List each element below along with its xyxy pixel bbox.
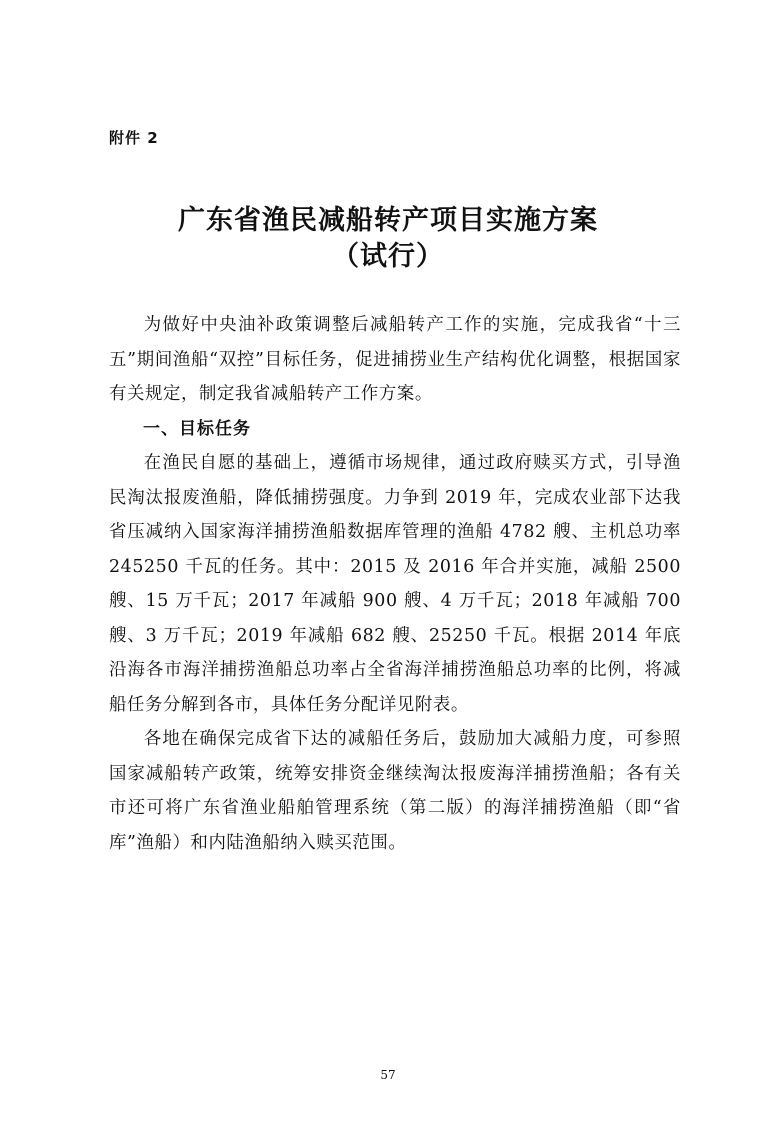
attachment-label: 附件 2 — [109, 129, 159, 147]
document-subtitle: （试行） — [332, 241, 444, 272]
scope-paragraph: 各地在确保完成省下达的减船任务后，鼓励加大减船力度，可参照国家减船转产政策，统筹安排资金继续淘汰报废海洋捕捞渔船；各有关市还可将广东省渔业船舶管理系统（第二版）的海洋捕捞渔船（即“省库”渔船）和内陆渔船纳入赎买范围。 — [109, 729, 681, 853]
target-paragraph: 在渔民自愿的基础上，遵循市场规律，通过政府赎买方式，引导渔民淘汰报废渔船，降低捕捞强度。力争到 2019 年，完成农业部下达我省压减纳入国家海洋捕捞渔船数据库管理的渔船 4782 艘、主机总功率 245250 千瓦的任务。其中：2015 及 2016 年合并实施，减船 2500 艘、15 万千瓦；2017 年减船 900 艘、4 万千瓦；2018 年减船 700 艘、3 万千瓦；2019 年减船 682 艘、25250 千瓦。根据 2014 年底沿海各市海洋捕捞渔船总功率占全省海洋捕捞渔船总功率的比例，将减船任务分解到各市，具体任务分配详见附表。 — [109, 453, 681, 715]
document-title: 广东省渔民减船转产项目实施方案 — [178, 205, 598, 236]
document-body — [109, 308, 681, 860]
page-number: 57 — [380, 1068, 396, 1082]
section-heading: 一、目标任务 — [143, 418, 251, 439]
intro-paragraph: 为做好中央油补政策调整后减船转产工作的实施，完成我省“十三五”期间渔船“双控”目标任务，促进捕捞业生产结构优化调整，根据国家有关规定，制定我省减船转产工作方案。 — [109, 315, 681, 404]
